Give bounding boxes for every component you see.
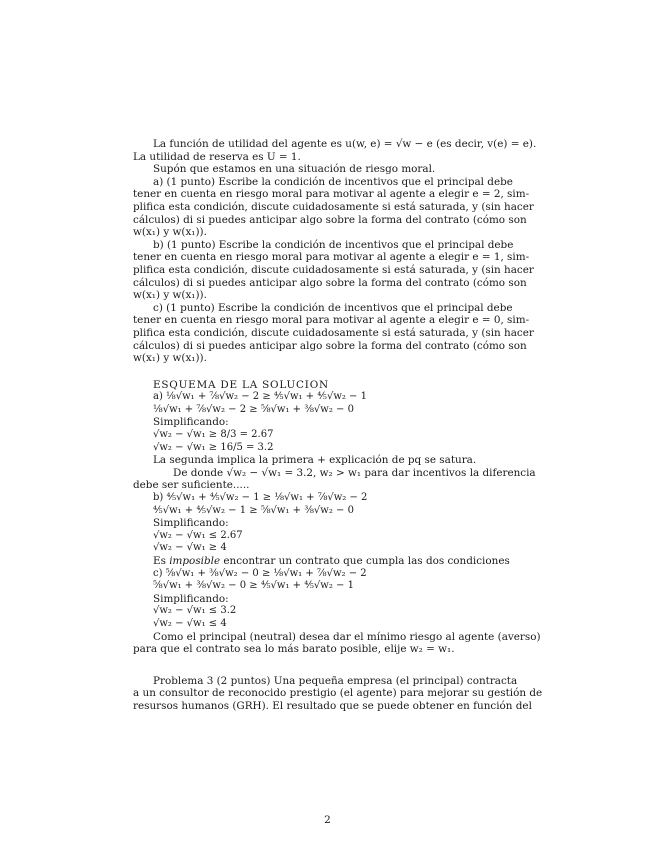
solution-a-ineq2: ⅛√w₁ + ⅞√w₂ − 2 ≥ ⅝√w₁ + ⅜√w₂ − 0 bbox=[153, 403, 354, 415]
solution-c-ineq2: ⅝√w₁ + ⅜√w₂ − 0 ≥ ⅘√w₁ + ⅘√w₂ − 1 bbox=[153, 580, 354, 592]
solution-b-ineq1: b) ⅘√w₁ + ⅘√w₂ − 1 ≥ ⅛√w₁ + ⅞√w₂ − 2 bbox=[153, 492, 368, 504]
solution-a-result2: √w₂ − √w₁ ≥ 16/5 = 3.2 bbox=[153, 441, 274, 453]
solution-c-result1: √w₂ − √w₁ ≤ 3.2 bbox=[153, 605, 237, 617]
solution-c-conclusion1: Como el principal (neutral) desea dar el mínimo riesgo al agente (averso) bbox=[153, 630, 541, 643]
solution-b-note-prefix: Es bbox=[153, 555, 170, 567]
solution-heading: ESQUEMA DE LA SOLUCION bbox=[153, 378, 329, 391]
question-b bbox=[133, 238, 534, 302]
problem-3-line: Problema 3 (2 puntos) Una pequeña empresa (el principal) contracta bbox=[153, 674, 518, 687]
solution-a-conclusion2: debe ser suficiente..... bbox=[133, 479, 250, 492]
problem-3 bbox=[133, 674, 543, 713]
question-c-line: tener en cuenta en riesgo moral para motivar al agente a elegir e = 0, sim- bbox=[133, 314, 530, 327]
solution-b-note bbox=[153, 555, 528, 568]
solution-b-note-italic: imposible bbox=[169, 555, 221, 567]
question-a-line: tener en cuenta en riesgo moral para motivar al agente a elegir e = 2, sim- bbox=[133, 188, 530, 201]
solution-block-b bbox=[133, 492, 541, 643]
solution-c-conclusion2: para que el contrato sea lo más barato posible, elije w₂ = w₁. bbox=[133, 643, 455, 656]
problem-3-line: a un consultor de reconocido prestigio (el agente) para mejorar su gestión de bbox=[133, 687, 543, 700]
solution-a-result1: √w₂ − √w₁ ≥ 8/3 = 2.67 bbox=[153, 429, 274, 441]
solution-c-simplificando: Simplificando: bbox=[153, 592, 229, 605]
solution-b-result1: √w₂ − √w₁ ≤ 2.67 bbox=[153, 529, 243, 541]
solution-c-result2: √w₂ − √w₁ ≤ 4 bbox=[153, 617, 227, 629]
question-b-line: w(x₁) y w(x₁)). bbox=[133, 289, 207, 302]
solution-a-conclusion1: De donde √w₂ − √w₁ = 3.2, w₂ > w₁ para dar incentivos la diferencia bbox=[173, 466, 536, 479]
intro-line-2: La utilidad de reserva es U = 1. bbox=[133, 150, 301, 163]
solution-a-note: La segunda implica la primera + explicación de pq se satura. bbox=[153, 454, 477, 467]
solution-a-simplificando: Simplificando: bbox=[153, 416, 229, 429]
solution-b-simplificando: Simplificando: bbox=[153, 517, 229, 530]
solution-c-ineq1: c) ⅝√w₁ + ⅜√w₂ − 0 ≥ ⅛√w₁ + ⅞√w₂ − 2 bbox=[153, 567, 367, 579]
solution-b-ineq2: ⅘√w₁ + ⅘√w₂ − 1 ≥ ⅝√w₁ + ⅜√w₂ − 0 bbox=[153, 504, 354, 516]
solution-b-note-rest: encontrar un contrato que cumpla las dos condiciones bbox=[220, 555, 510, 567]
question-b-line: cálculos) di si puedes anticipar algo sobre la forma del contrato (cómo son bbox=[133, 276, 527, 289]
document-body bbox=[133, 138, 543, 713]
solution-b-result2: √w₂ − √w₁ ≥ 4 bbox=[153, 542, 227, 554]
question-b-line: b) (1 punto) Escribe la condición de incentivos que el principal debe bbox=[153, 238, 514, 251]
solution-a-ineq1: a) ⅛√w₁ + ⅞√w₂ − 2 ≥ ⅘√w₁ + ⅘√w₂ − 1 bbox=[153, 391, 367, 403]
question-c-line: w(x₁) y w(x₁)). bbox=[133, 352, 207, 365]
question-c-line: plifica esta condición, discute cuidadosamente si está saturada, y (sin hacer bbox=[133, 326, 534, 339]
question-a-line: w(x₁) y w(x₁)). bbox=[133, 226, 207, 239]
question-a-line: plifica esta condición, discute cuidadosamente si está saturada, y (sin hacer bbox=[133, 200, 534, 213]
question-a bbox=[133, 175, 534, 239]
question-a-line: a) (1 punto) Escribe la condición de incentivos que el principal debe bbox=[153, 175, 513, 188]
intro-line-1: La función de utilidad del agente es u(w, e) = √w − e (es decir, v(e) = e). bbox=[153, 138, 537, 150]
intro-line-3: Supón que estamos en una situación de riesgo moral. bbox=[153, 163, 436, 176]
question-c-line: cálculos) di si puedes anticipar algo sobre la forma del contrato (cómo son bbox=[133, 339, 527, 352]
question-c-line: c) (1 punto) Escribe la condición de incentivos que el principal debe bbox=[153, 301, 513, 314]
solution-block bbox=[133, 379, 528, 467]
question-c bbox=[133, 301, 534, 365]
question-b-line: tener en cuenta en riesgo moral para motivar al agente a elegir e = 1, sim- bbox=[133, 251, 530, 264]
question-b-line: plifica esta condición, discute cuidadosamente si está saturada, y (sin hacer bbox=[133, 263, 534, 276]
problem-3-line: resursos humanos (GRH). El resultado que se puede obtener en función del bbox=[133, 699, 532, 712]
page-number: 2 bbox=[324, 814, 331, 826]
question-a-line: cálculos) di si puedes anticipar algo sobre la forma del contrato (cómo son bbox=[133, 213, 527, 226]
